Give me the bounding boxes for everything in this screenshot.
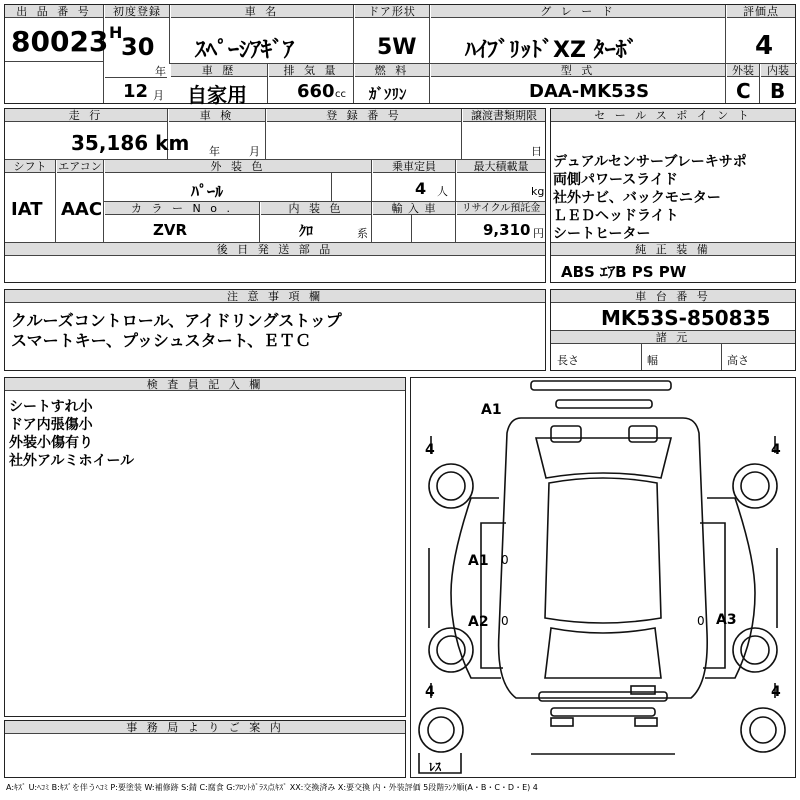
reg-month: 12 [123,81,149,102]
grade-value: ﾊｲﾌﾞﾘｯﾄﾞXZ ﾀｰﾎﾞ [465,38,638,63]
model-header: 型 式 [431,64,725,77]
mark-front: A1 [481,402,502,418]
max-load-header: 最大積載量 [457,160,545,173]
reg-no-header: 登 録 番 号 [267,109,461,122]
color-value: ﾊﾟｰﾙ [191,182,224,201]
import-header: 輸 入 車 [373,202,455,215]
interior-header: 内装 [761,64,795,77]
mark-left-rear-door: A2 [468,614,489,630]
year-unit: 年 [155,65,166,78]
mileage-header: 走 行 [5,109,167,122]
car-history: 自家用 [187,83,247,107]
recycle-value: 9,310 [483,221,531,239]
transfer-day: 日 [531,145,542,158]
notes-block [4,289,546,371]
equipment-header: 純 正 装 備 [551,243,795,256]
sales-point-1: デュアルセンサーブレーキサポ [553,154,747,170]
notes-line-2: スマートキー、プッシュスタート、ＥＴＣ [11,331,312,350]
office-header: 事 務 局 よ り ご 案 内 [5,721,405,734]
legend-text: A:ｷｽﾞ U:ﾍｺﾐ B:ｷｽﾞを伴うﾍｺﾐ P:要塗装 W:補修跡 S:錆 C:腐食 G:ﾌﾛﾝﾄｶﾞﾗｽ点ｷｽﾞ XX:交換済み X:要交換 内・外装評価 5段階ﾗﾝｸ順(A・B・C・D・E) 4 [6,783,538,792]
damage-diagram [410,377,796,778]
width-label: 幅 [647,354,658,367]
sales-points-block [550,108,796,283]
capacity-header: 乗車定員 [373,160,455,173]
inspector-line-1: シートすれ小 [9,399,93,415]
model-value: DAA-MK53S [529,81,650,102]
grade-header: グ レ ー ド [431,5,725,18]
notes-header: 注 意 事 項 欄 [5,290,545,303]
month-unit: 月 [153,89,164,102]
inspector-line-3: 外装小傷有り [9,435,93,451]
score-value: 4 [755,31,774,61]
notes-line-1: クルーズコントロール、アイドリングストップ [11,311,342,330]
reg-year: 30 [121,33,155,61]
lot-no-header: 出 品 番 号 [5,5,103,18]
inspector-block [4,377,406,717]
fuel-header: 燃 料 [355,64,429,77]
mark-left-front-door: A1 [468,553,489,569]
recycle-header: リサイクル預託金 [457,202,545,215]
zero-mark-3: 0 [697,614,705,628]
inspection-month: 月 [249,145,260,158]
sales-point-2: 両側パワースライド [553,172,678,188]
mark-right-rear: A3 [716,612,737,628]
door-type: 5W [377,35,417,60]
capacity-value: 4 [415,179,427,198]
recycle-unit: 円 [533,227,544,240]
chassis-block [550,289,796,371]
shift-value: IAT [11,199,43,220]
chassis-header: 車 台 番 号 [551,290,795,303]
zero-mark-2: 0 [501,614,509,628]
tire-rear-left-rating: 4 [425,684,435,700]
tire-front-right-rating: 4 [771,442,781,458]
length-label: 長さ [557,354,579,367]
inspector-line-4: 社外アルミホイール [9,453,135,469]
mileage-value: 35,186 km [71,131,190,155]
dims-header: 諸 元 [551,331,795,344]
inspection-year: 年 [209,145,220,158]
interior-color-value: ｸﾛ [299,224,313,240]
aircon-value: AAC [61,199,103,220]
color-no-value: ZVR [153,221,188,239]
interior-color-header: 内 装 色 [261,202,371,215]
car-diagram-svg [411,378,795,777]
inspector-line-2: ドア内張傷小 [9,417,93,433]
displacement-unit: cc [335,89,346,100]
max-load-unit: kg [531,185,545,198]
score-header: 評価点 [727,5,795,18]
color-no-header: カ ラ ー N o . [105,202,259,215]
fuel-value: ｶﾞｿﾘﾝ [369,85,407,103]
exterior-header: 外装 [727,64,759,77]
tire-front-left-rating: 4 [425,442,435,458]
tire-rear-right-rating: 4 [771,684,781,700]
sales-points-header: セ ー ル ス ポ イ ン ト [551,109,795,122]
height-label: 高さ [727,354,749,367]
sales-point-4: ＬＥＤヘッドライト [553,208,679,224]
history-header: 車 歴 [171,64,267,77]
era-letter: H [109,23,123,42]
office-block [4,720,406,778]
interior-color-suffix: 系 [357,227,368,240]
equipment-value: ABS ｴｱB PS PW [561,263,687,281]
displacement-header: 排 気 量 [269,64,353,77]
top-block [4,4,796,107]
color-header: 外 装 色 [105,160,371,173]
spare-tire-label: ﾚｽ [429,760,442,774]
sales-point-5: シートヒーター [553,226,651,242]
lot-number: 80023 [11,25,109,58]
sales-point-3: 社外ナビ、バックモニター [553,190,721,206]
interior-grade: B [770,79,786,103]
inspector-header: 検 査 員 記 入 欄 [5,378,405,391]
zero-mark-1: 0 [501,553,509,567]
later-parts-header: 後 日 発 送 部 品 [5,243,545,256]
chassis-number: MK53S-850835 [601,306,771,330]
car-name-header: 車 名 [171,5,353,18]
door-header: ドア形状 [355,5,429,18]
car-name: ｽﾍﾟｰｼｱｷﾞｱ [195,38,295,63]
capacity-unit: 人 [437,185,448,198]
exterior-grade: C [736,79,751,103]
aircon-header: エアコン [58,160,102,173]
vehicle-detail-block [4,108,546,283]
displacement-value: 660 [297,81,335,102]
transfer-header: 譲渡書類期限 [463,109,545,122]
first-reg-header: 初度登録 [105,5,169,18]
inspection-header: 車 検 [169,109,265,122]
shift-header: シフト [5,160,55,173]
